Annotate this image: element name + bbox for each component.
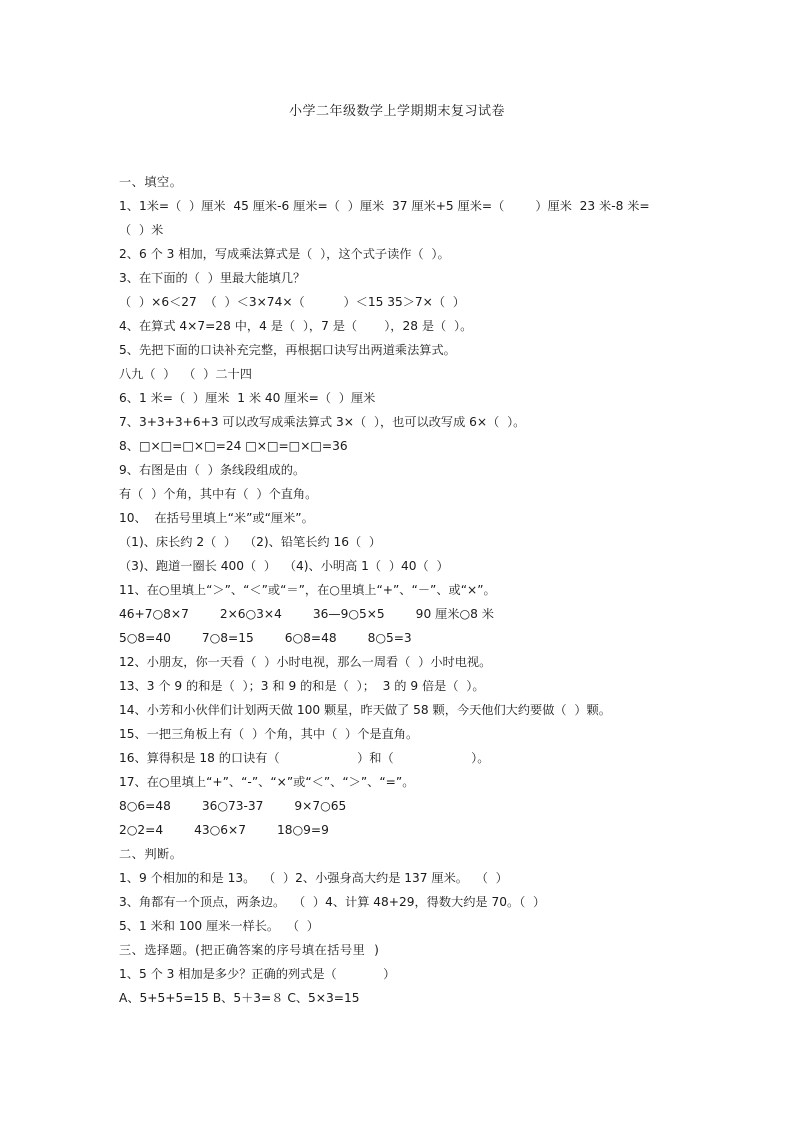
question-3-items: （ ）×6＜27 （ ）＜3×74×（ ）＜15 35＞7×（ ） bbox=[119, 295, 465, 309]
question-17: 17、在○里填上“+”、“-”、“×”或“＜”、“＞”、“=”。 bbox=[119, 775, 415, 789]
choice-question-1: 1、5 个 3 相加是多少？正确的列式是（ ） bbox=[119, 967, 396, 981]
question-11-items-a: 46+7○8×7 2×6○3×4 36—9○5×5 90 厘米○8 米 bbox=[119, 607, 494, 621]
section-heading-fill-in: 一、填空。 bbox=[119, 175, 183, 189]
section-heading-judge: 二、判断。 bbox=[119, 847, 183, 861]
question-9-continued: 有（ ）个角，其中有（ ）个直角。 bbox=[119, 487, 318, 501]
judge-questions-1-2: 1、9 个相加的和是 13。 （ ）2、小强身高大约是 137 厘米。 （ ） bbox=[119, 871, 508, 885]
question-2: 2、6 个 3 相加，写成乘法算式是（ ），这个式子读作（ ）。 bbox=[119, 247, 450, 261]
judge-question-5: 5、1 米和 100 厘米一样长。 （ ） bbox=[119, 919, 319, 933]
question-10: 10、 在括号里填上“米”或“厘米”。 bbox=[119, 511, 314, 525]
question-16: 16、算得积是 18 的口诀有（ ）和（ ）。 bbox=[119, 751, 490, 765]
judge-questions-3-4: 3、角都有一个顶点，两条边。 （ ）4、计算 48+29，得数大约是 70。（ ） bbox=[119, 895, 546, 909]
question-14: 14、小芳和小伙伴们计划两天做 100 颗星，昨天做了 58 颗，今天他们大约要做（ ）颗。 bbox=[119, 703, 611, 717]
question-7: 7、3+3+3+6+3 可以改写成乘法算式 3×（ ），也可以改写成 6×（ ）。 bbox=[119, 415, 526, 429]
question-12: 12、小朋友，你一天看（ ）小时电视，那么一周看（ ）小时电视。 bbox=[119, 655, 492, 669]
question-17-items-b: 2○2=4 43○6×7 18○9=9 bbox=[119, 823, 329, 837]
question-9: 9、右图是由（ ）条线段组成的。 bbox=[119, 463, 306, 477]
question-5: 5、先把下面的口诀补充完整，再根据口诀写出两道乘法算式。 bbox=[119, 343, 456, 357]
question-11-items-b: 5○8=40 7○8=15 6○8=48 8○5=3 bbox=[119, 631, 412, 645]
question-3: 3、在下面的（ ）里最大能填几？ bbox=[119, 271, 306, 285]
exam-content bbox=[119, 170, 719, 1010]
question-5-items: 八九（ ） （ ）二十四 bbox=[119, 367, 252, 381]
question-8: 8、□×□=□×□=24 □×□=□×□=36 bbox=[119, 439, 348, 453]
question-6: 6、1 米=（ ）厘米 1 米 40 厘米=（ ）厘米 bbox=[119, 391, 376, 405]
question-1: 1、1米=（ ）厘米 45 厘米-6 厘米=（ ）厘米 37 厘米+5 厘米=（ ）厘米 23 米-8 米= bbox=[119, 199, 650, 213]
question-11: 11、在○里填上“＞”、“＜”或“＝”，在○里填上“+”、“－”、或“×”。 bbox=[119, 583, 496, 597]
page-title: 小学二年级数学上学期期末复习试卷 bbox=[288, 104, 505, 119]
question-13: 13、3 个 9 的和是（ ）；3 和 9 的和是（ ）； 3 的 9 倍是（ ）。 bbox=[119, 679, 485, 693]
section-heading-choice: 三、选择题。(把正确答案的序号填在括号里 ) bbox=[119, 943, 380, 957]
question-15: 15、一把三角板上有（ ）个角，其中（ ）个是直角。 bbox=[119, 727, 419, 741]
question-10-items-b: （3)、跑道一圈长 400（ ） （4)、小明高 1（ ）40（ ） bbox=[119, 559, 449, 573]
question-10-items-a: （1)、床长约 2（ ） （2)、铅笔长约 16（ ） bbox=[119, 535, 382, 549]
choice-question-1-options: A、5+5+5=15 B、5＋3=８ C、5×3=15 bbox=[119, 991, 360, 1005]
question-17-items-a: 8○6=48 36○73-37 9×7○65 bbox=[119, 799, 347, 813]
question-1-continued: （ ）米 bbox=[119, 223, 164, 237]
question-4: 4、在算式 4×7=28 中，4 是（ ），7 是（ ），28 是（ ）。 bbox=[119, 319, 473, 333]
